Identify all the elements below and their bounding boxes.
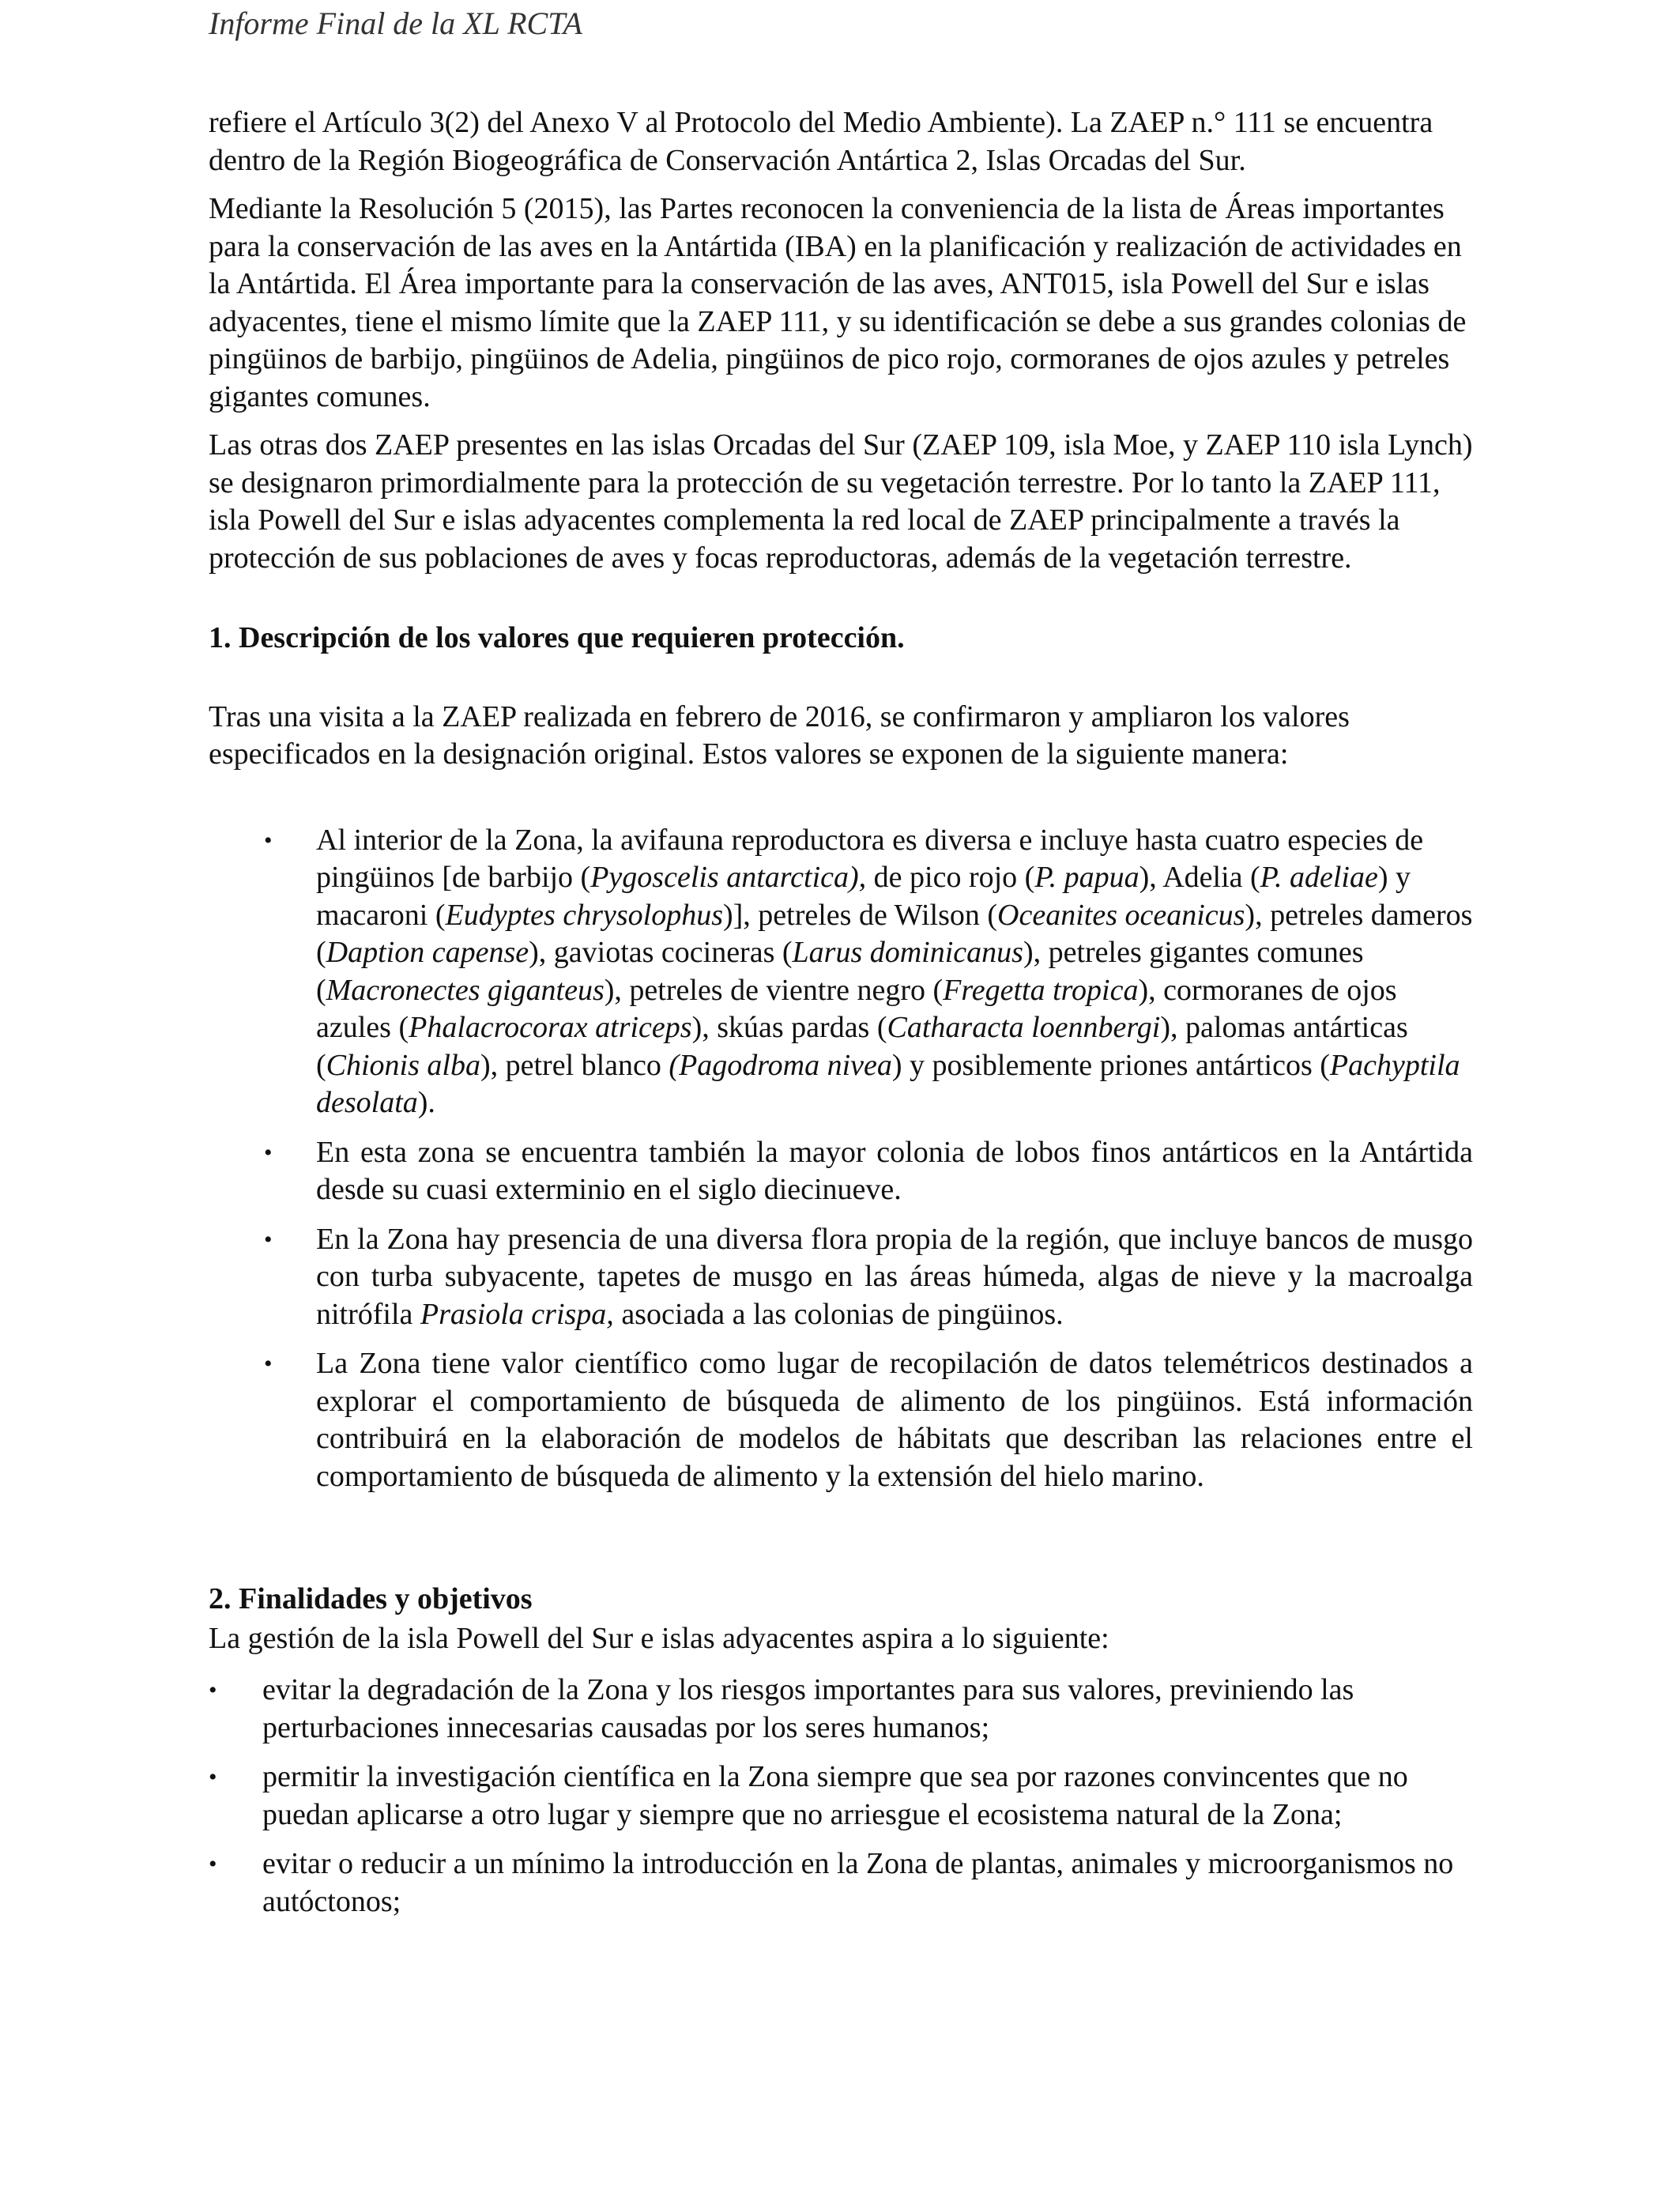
science-text: La Zona tiene valor científico como lugar de recopilación de datos telemétricos destinados a explorar el comportamiento de búsqueda de alimento de los pingüinos. Está información contribuirá en la elaboración de modelos de hábitats que describan las relaciones entre el comportamiento de búsqueda de alimento y la extensión del hielo marino. (316, 1347, 1473, 1493)
bullet-icon: • (264, 1139, 273, 1166)
section-1-heading: 1. Descripción de los valores que requieren protección. (209, 621, 905, 654)
list-item-flora (264, 1221, 1473, 1334)
objective-item (209, 1759, 1473, 1834)
paragraph-resolution-5: Mediante la Resolución 5 (2015), las Partes reconocen la conveniencia de la lista de Áreas importantes para la conservación de las aves en la Antártida (IBA) en la planificación y realización de actividades en la Antártida. El Área importante para la conservación de las aves, ANT015, isla Powell del Sur e islas adyacentes, tiene el mismo límite que la ZAEP 111, y su identificación se debe a sus grandes colonias de pingüinos de barbijo, pingüinos de Adelia, pingüinos de pico rojo, cormoranes de ojos azules y petreles gigantes comunes. (209, 192, 1467, 413)
paragraph-iba-region: refiere el Artículo 3(2) del Anexo V al Protocolo del Medio Ambiente). La ZAEP n.° 111 se encuentra dentro de la Región Biogeográfica de Conservación Antártica 2, Islas Orcadas del Sur. (209, 106, 1433, 177)
fur-seals-text: En esta zona se encuentra también la mayor colonia de lobos finos antárticos en la Antártida desde su cuasi exterminio en el siglo diecinueve. (316, 1135, 1473, 1206)
bullet-icon: • (264, 1226, 273, 1253)
objectives-list (209, 1672, 1473, 1921)
section-1-intro: Tras una visita a la ZAEP realizada en febrero de 2016, se confirmaron y ampliaron los valores especificados en la designación original. Estos valores se exponen de la siguiente manera: (209, 699, 1350, 771)
bullet-icon: • (264, 827, 273, 854)
section-2-heading: 2. Finalidades y objetivos (209, 1582, 533, 1615)
objective-text: evitar o reducir a un mínimo la introducción en la Zona de plantas, animales y microorganismos no autóctonos; (262, 1847, 1454, 1918)
avifauna-text: Al interior de la Zona, la avifauna reproductora es diversa e incluye hasta cuatro especies de pingüinos [de barbijo (Pygoscelis antarctica), de pico rojo (P. papua), Adelia (P. adeliae) y macaroni (Eudyptes chrysolophus)], petreles de Wilson (Oceanites oceanicus), petreles dameros (Daption capense), gaviotas cocineras (Larus dominicanus), petreles gigantes comunes (Macronectes giganteus), petreles de vientre negro (Fregetta tropica), cormoranes de ojos azules (Phalacrocorax atriceps), skúas pardas (Catharacta loennbergi), palomas antárticas (Chionis alba), petrel blanco (Pagodroma nivea) y posiblemente priones antárticos (Pachyptila desolata). (316, 823, 1473, 1119)
flora-text: En la Zona hay presencia de una diversa flora propia de la región, que incluye bancos de musgo con turba subyacente, tapetes de musgo en las áreas húmeda, algas de nieve y la macroalga nitrófila Prasiola crispa, asociada a las colonias de pingüinos. (316, 1222, 1473, 1331)
list-item-science (264, 1345, 1473, 1495)
bullet-icon: • (209, 1677, 217, 1703)
objective-text: permitir la investigación científica en la Zona siempre que sea por razones convincentes que no puedan aplicarse a otro lugar y siempre que no arriesgue el ecosistema natural de la Zona; (262, 1760, 1408, 1831)
bullet-icon: • (209, 1764, 217, 1790)
bullet-icon: • (264, 1351, 273, 1377)
list-item-avifauna (264, 822, 1473, 1122)
bullet-icon: • (209, 1851, 217, 1877)
objective-item (209, 1672, 1473, 1747)
section-2-intro: La gestión de la isla Powell del Sur e islas adyacentes aspira a lo siguiente: (209, 1621, 1109, 1655)
document-body (209, 104, 1473, 1921)
objective-text: evitar la degradación de la Zona y los riesgos importantes para sus valores, previniendo las perturbaciones innecesarias causadas por los seres humanos; (262, 1673, 1354, 1744)
values-list (209, 822, 1473, 1496)
running-header: Informe Final de la XL RCTA (209, 6, 582, 41)
objective-item (209, 1845, 1473, 1921)
list-item-fur-seals (264, 1134, 1473, 1209)
paragraph-other-zaep: Las otras dos ZAEP presentes en las islas Orcadas del Sur (ZAEP 109, isla Moe, y ZAEP 110 isla Lynch) se designaron primordialmente para la protección de su vegetación terrestre. Por lo tanto la ZAEP 111, isla Powell del Sur e islas adyacentes complementa la red local de ZAEP principalmente a través la protección de sus poblaciones de aves y focas reproductoras, además de la vegetación terrestre. (209, 428, 1473, 575)
